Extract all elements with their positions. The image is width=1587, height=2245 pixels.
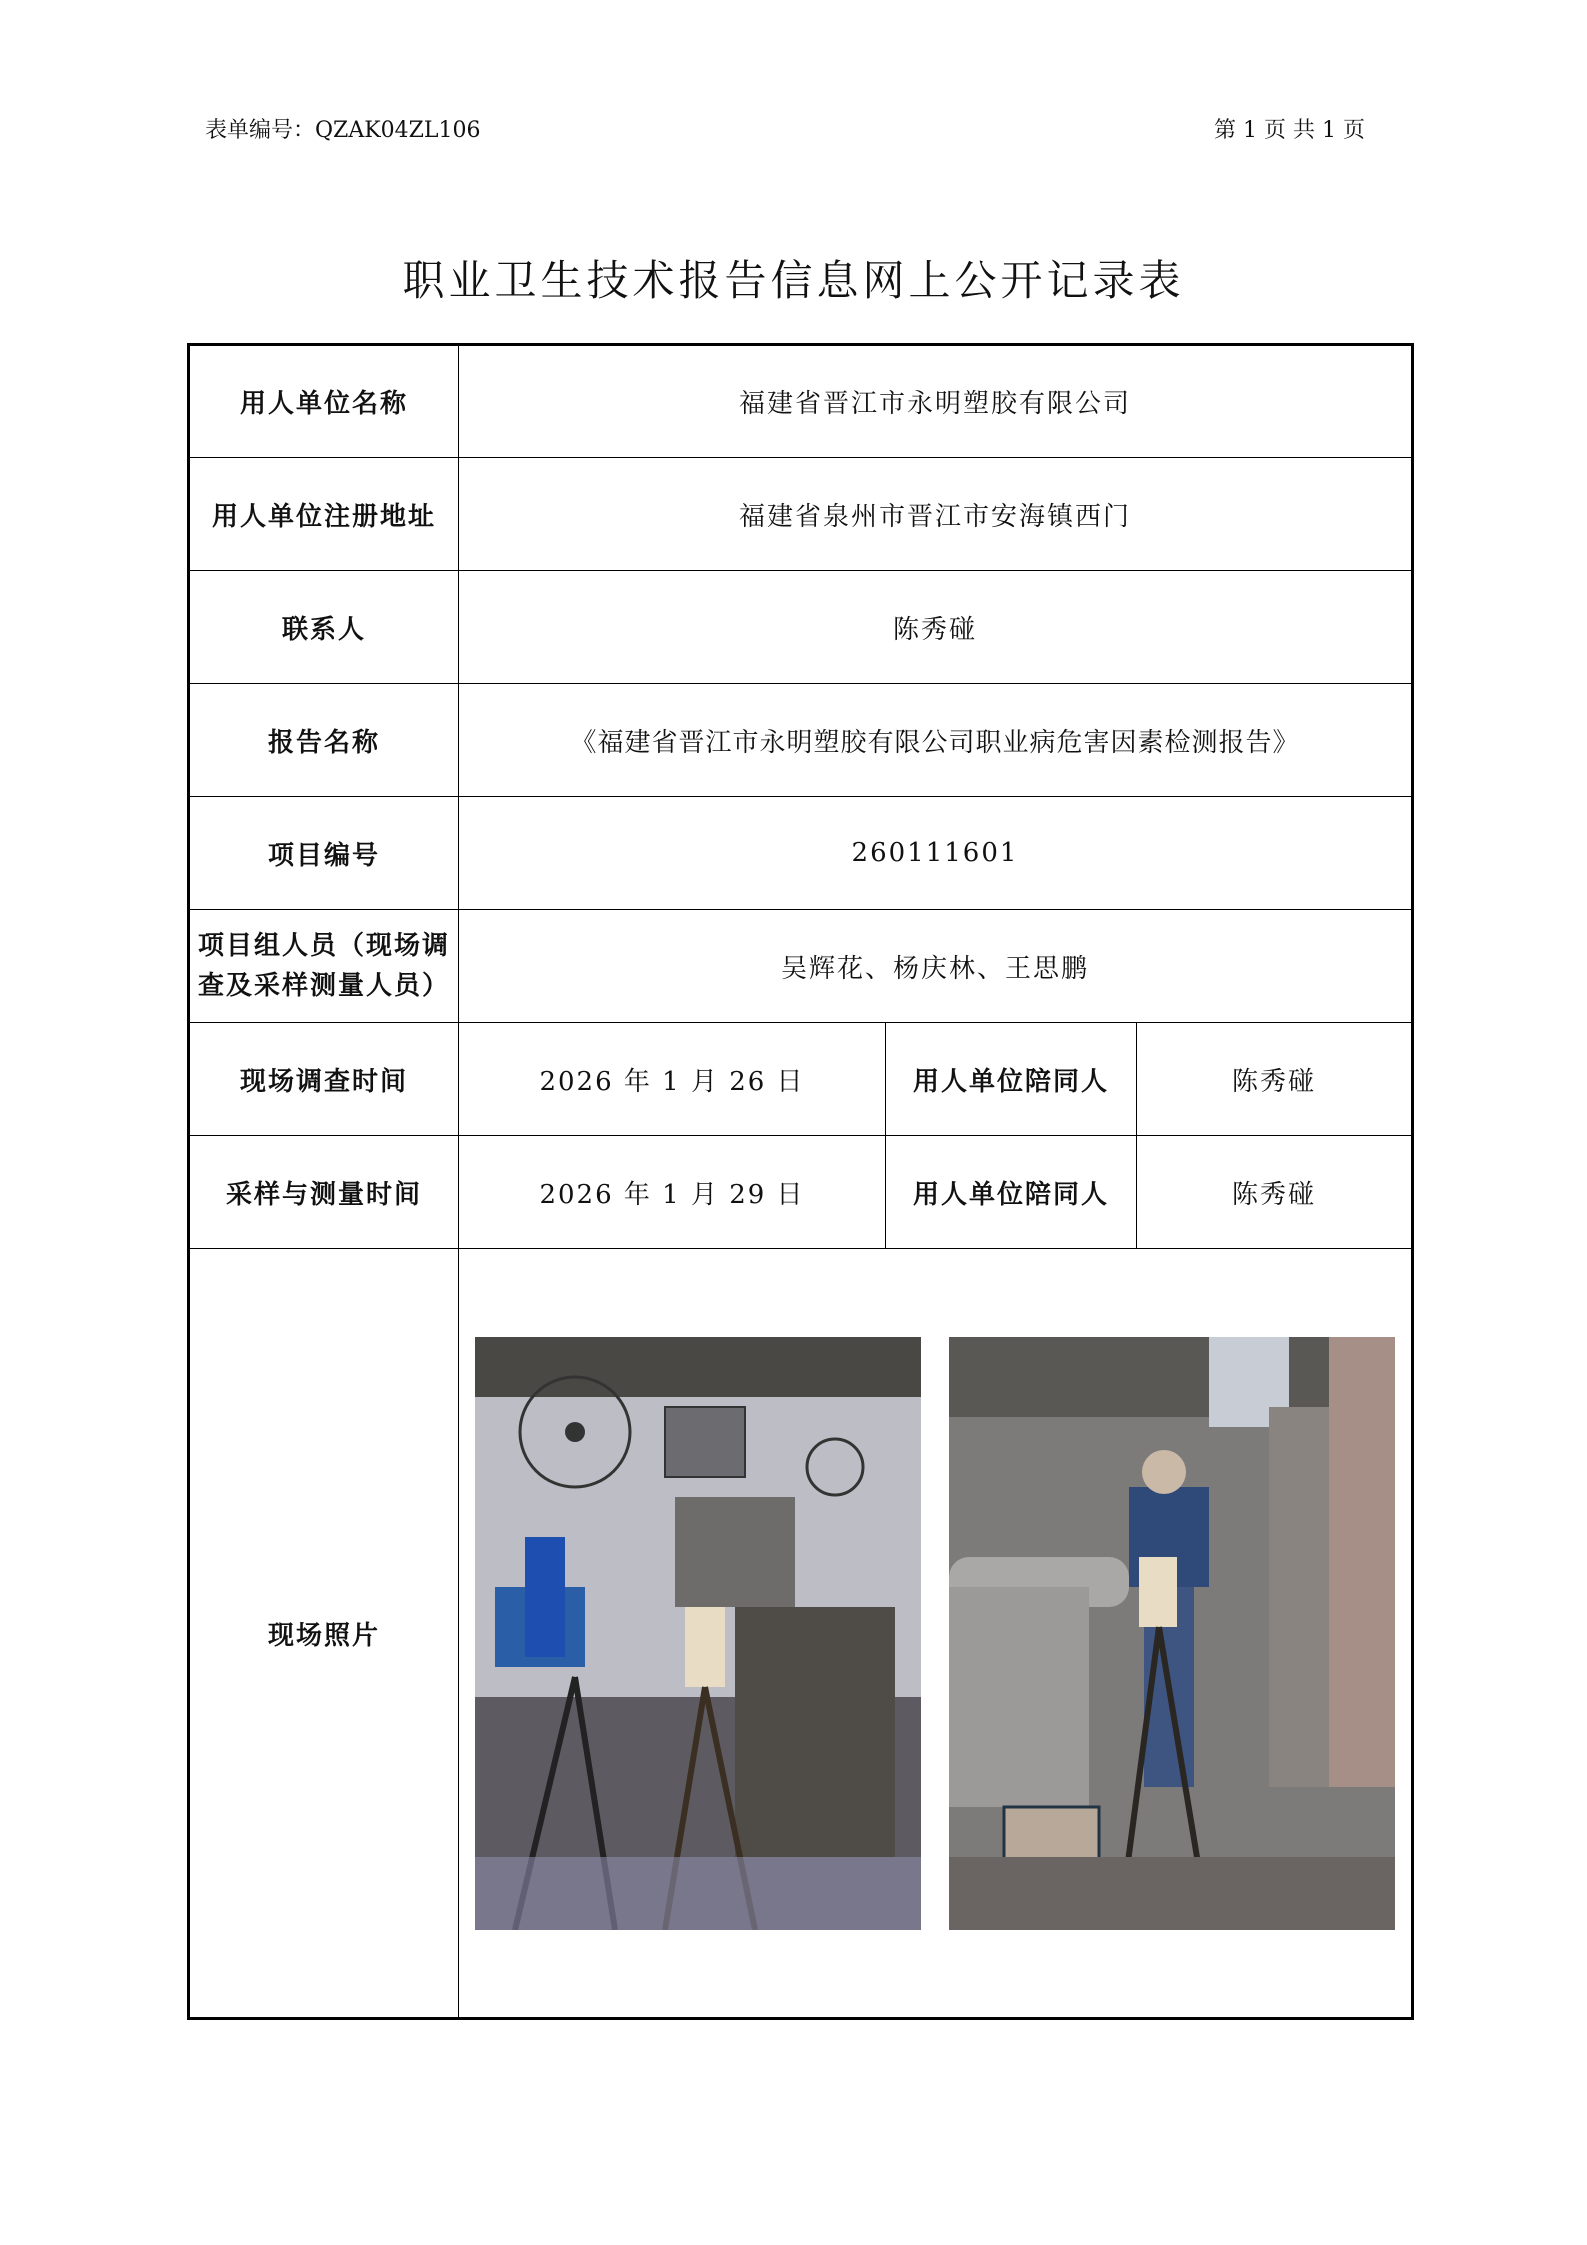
label-survey-time: 现场调查时间	[189, 1023, 459, 1136]
photos-cell	[459, 1249, 1413, 2019]
value-team: 吴辉花、杨庆林、王思鹏	[459, 910, 1413, 1023]
form-number: 表单编号：QZAK04ZL106	[205, 118, 481, 143]
row-team	[189, 910, 1413, 1023]
row-address	[189, 458, 1413, 571]
value-sampling-accompany: 陈秀碰	[1137, 1136, 1413, 1249]
row-unit-name	[189, 345, 1413, 458]
label-report-name: 报告名称	[189, 684, 459, 797]
label-photos: 现场照片	[189, 1249, 459, 2019]
photo-container	[467, 1337, 1403, 1930]
value-report-name: 《福建省晋江市永明塑胶有限公司职业病危害因素检测报告》	[459, 684, 1413, 797]
site-photo-1-image	[475, 1337, 921, 1930]
label-team: 项目组人员（现场调查及采样测量人员）	[189, 910, 459, 1023]
row-report-name	[189, 684, 1413, 797]
label-project-no: 项目编号	[189, 797, 459, 910]
site-photo-1	[475, 1337, 921, 1930]
label-survey-accompany: 用人单位陪同人	[886, 1023, 1137, 1136]
value-sampling-time: 2026 年 1 月 29 日	[459, 1136, 886, 1249]
row-contact	[189, 571, 1413, 684]
value-project-no: 260111601	[459, 797, 1413, 910]
value-survey-time: 2026 年 1 月 26 日	[459, 1023, 886, 1136]
value-survey-accompany: 陈秀碰	[1137, 1023, 1413, 1136]
row-survey	[189, 1023, 1413, 1136]
value-address: 福建省泉州市晋江市安海镇西门	[459, 458, 1413, 571]
label-contact: 联系人	[189, 571, 459, 684]
site-photo-2-image	[949, 1337, 1395, 1930]
page-info: 第 1 页 共 1 页	[1214, 118, 1365, 143]
document-title: 职业卫生技术报告信息网上公开记录表	[402, 256, 1185, 305]
row-sampling	[189, 1136, 1413, 1249]
label-sampling-time: 采样与测量时间	[189, 1136, 459, 1249]
site-photo-2	[949, 1337, 1395, 1930]
label-address: 用人单位注册地址	[189, 458, 459, 571]
record-table	[187, 343, 1414, 2020]
value-contact: 陈秀碰	[459, 571, 1413, 684]
row-photos	[189, 1249, 1413, 2019]
row-project-no	[189, 797, 1413, 910]
value-unit-name: 福建省晋江市永明塑胶有限公司	[459, 345, 1413, 458]
label-unit-name: 用人单位名称	[189, 345, 459, 458]
label-sampling-accompany: 用人单位陪同人	[886, 1136, 1137, 1249]
